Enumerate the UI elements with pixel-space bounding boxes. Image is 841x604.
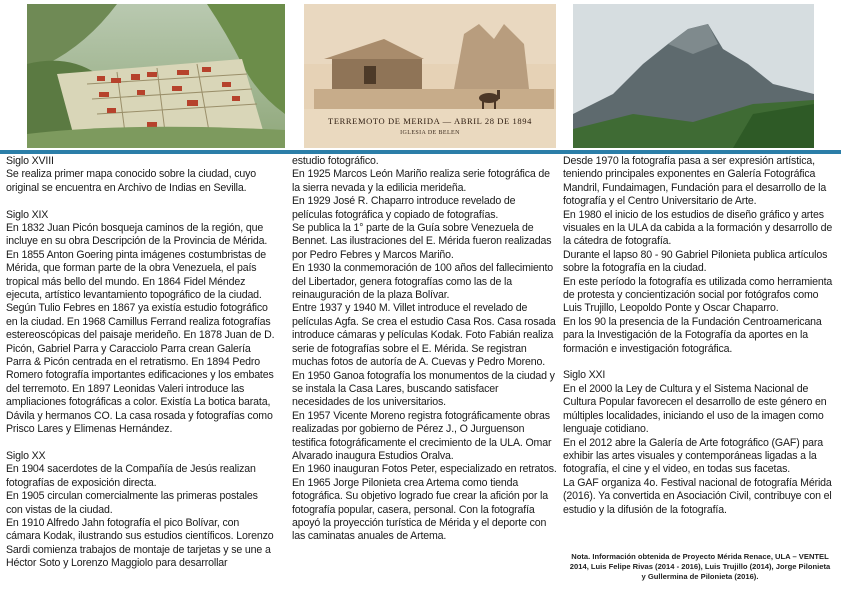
paragraph: En 1904 sacerdotes de la Compañía de Jesús realizan fotografías de exposición directa.	[6, 463, 256, 489]
paragraph: En 1910 Alfredo Jahn fotografía el pico Bolívar, con cámara Kodak, ilustrando sus estudios científicos. Lorenzo Sardi comienza trabajos de montaje de tarjetas y se une a Héctor Soto y Lorenzo Maggiolo para desarrollar	[6, 516, 274, 570]
paragraph: En 1950 Ganoa fotografía los monumentos de la ciudad y se instala la Casa Lares, buscando satisfacer necesidades de los universitarios.	[292, 369, 555, 409]
paragraph: Desde 1970 la fotografía pasa a ser expresión artística, teniendo principales exponentes en Galería Fotográfica Mandril, Fundaimagen, Fundación para el desarrollo de la fotografía y el Centro Universitario de Arte.	[563, 155, 827, 208]
section-title-siglo-xix: Siglo XIX	[6, 208, 49, 221]
paragraph: En este período la fotografía es utilizada como herramienta de protesta y concientización social por fotógrafos como Luis Trujillo, Leopoldo Ponte y Oscar Chaparro.	[563, 275, 833, 315]
section-title-siglo-xviii: Siglo XVIII	[6, 155, 54, 167]
paragraph: En 1965 Jorge Pilonieta crea Artema como tienda fotográfica. Su objetivo logrado fue crear la afición por la fotografía popular, casera, personal. Con la fotografía apoyó la proyección turística de Mérida y el deporte con las caminatas anuales de Artema.	[292, 476, 548, 543]
source-note: Nota. Información obtenida de Proyecto Mérida Renace, ULA – VENTEL 2014, Luis Felipe Rivas (2014 - 2016), Luis Trujillo (2014), Jorge Pilonieta y Gullermina de Pilonieta (2016).	[569, 552, 831, 581]
paragraph: Se publica la 1° parte de la Guía sobre Venezuela de Bennet. Las ilustraciones del E. Mérida fueron realizadas por Pedro Febres y Marcos Mariño.	[292, 222, 552, 261]
section-title-siglo-xxi: Siglo XXI	[563, 369, 606, 382]
paragraph: En los 90 la presencia de la Fundación Centroamericana para la Investigación de la Fotografía da aportes en la formación e investigación fotográfica.	[563, 315, 822, 355]
paragraph: La GAF organiza 4o. Festival nacional de fotografía Mérida (2016). Ya convertida en Asociación Civil, contribuye con el estudio y la difusión de la fotografía.	[563, 476, 832, 516]
column-2	[292, 155, 558, 544]
paragraph: En 1980 el inicio de los estudios de diseño gráfico y artes visuales en la ULA da cabida a la formación y desarrollo de la cátedra de fotografía.	[563, 208, 833, 248]
paragraph: En el 2000 la Ley de Cultura y el Sistema Nacional de Cultura Popular favorecen el desarrollo de este género en múltiples localidades, iniciando el uso de la imagen como lenguaje cotidiano.	[563, 382, 827, 436]
paragraph: En 1905 circulan comercialmente las primeras postales con vistas de la ciudad.	[6, 490, 258, 516]
section-divider	[0, 150, 841, 154]
paragraph: En 1832 Juan Picón bosqueja caminos de la región, que incluye en su obra Descripción de la Provincia de Mérida.	[6, 222, 268, 248]
paragraph: En 1929 José R. Chaparro introduce revelado de películas fotográfica y copiado de fotografías.	[292, 195, 516, 221]
paragraph: En 1855 Anton Goering pinta imágenes costumbristas de Mérida, que forman parte de la obra Venezuela, el país tropical más bello del mundo. En 1864 Fidel Méndez ejecuta, artístico levantamiento topográfico de la ciudad. Según Tulio Febres en 1867 ya existía estudio fotográfico en la ciudad. En 1968 Camillus Ferrand realiza fotografías estereoscópicas del paisaje merideño. En 1878 Juan de D. Picón, Gabriel Parra y Caracciolo Parra crean Galería Parra & Picón centrada en el retratismo. En 1894 Pedro Romero fotografía importantes edificaciones y los embates del terremoto. En 1897 Leonidas Valeri introduce las ampliaciones fotográficas a color. Existía La botica barata, Dávila y hermanos CO. La casa rosada y fotografías como Prisco Lares y Elimenas Hernández.	[6, 248, 275, 436]
mountain-photo	[573, 4, 814, 148]
section-title-siglo-xx: Siglo XX	[6, 449, 46, 462]
paragraph: En 1957 Vicente Moreno registra fotográficamente obras realizadas por gobierno de Pérez J., O Jurguenson testifica fotográficamente el crecimiento de la ULA. Omar Alvarado inaugura Estudios Oralva.	[292, 409, 552, 462]
paragraph: Entre 1937 y 1940 M. Villet introduce el revelado de películas Agfa. Se crea el estudio Casa Ros. Casa rosada introduce cámaras y películas Kodak. Foto Fabián realiza serie de fotografías sobre el E. Mérida. Se registran muchas fotos de autoría de A. Cuevas y Pedro Moreno.	[292, 302, 556, 369]
paragraph: En 1930 la conmemoración de 100 años del fallecimiento del Libertador, genera fotografías como las de la reinauguración de la plaza Bolívar.	[292, 262, 554, 302]
earthquake-photo	[304, 4, 556, 148]
earthquake-caption-title: TERREMOTO DE MERIDA — ABRIL 28 DE 1894	[328, 116, 532, 126]
paragraph: estudio fotográfico.	[292, 155, 379, 167]
paragraph: Se realiza primer mapa conocido sobre la ciudad, cuyo original se encuentra en Archivo de Indias en Sevilla.	[6, 168, 256, 194]
paragraph: En 1960 inauguran Fotos Peter, especializado en retratos.	[292, 463, 557, 476]
paragraph: En el 2012 abre la Galería de Arte fotográfico (GAF) para exhibir las artes visuales y contemporáneas ligadas a la fotografía, el cine y el video, en todas sus facetas.	[563, 436, 823, 476]
colonial-map-image	[27, 4, 285, 148]
column-3	[563, 155, 834, 517]
paragraph: Durante el lapso 80 - 90 Gabriel Pilonieta publica artículos sobre la fotografía en la ciudad.	[563, 248, 828, 275]
photo-strip	[0, 0, 841, 150]
paragraph: En 1925 Marcos León Mariño realiza serie fotográfica de la sierra nevada y la edilicia merideña.	[292, 168, 550, 194]
column-1	[6, 155, 276, 571]
earthquake-caption-subtitle: IGLESIA DE BELEN	[400, 130, 460, 136]
